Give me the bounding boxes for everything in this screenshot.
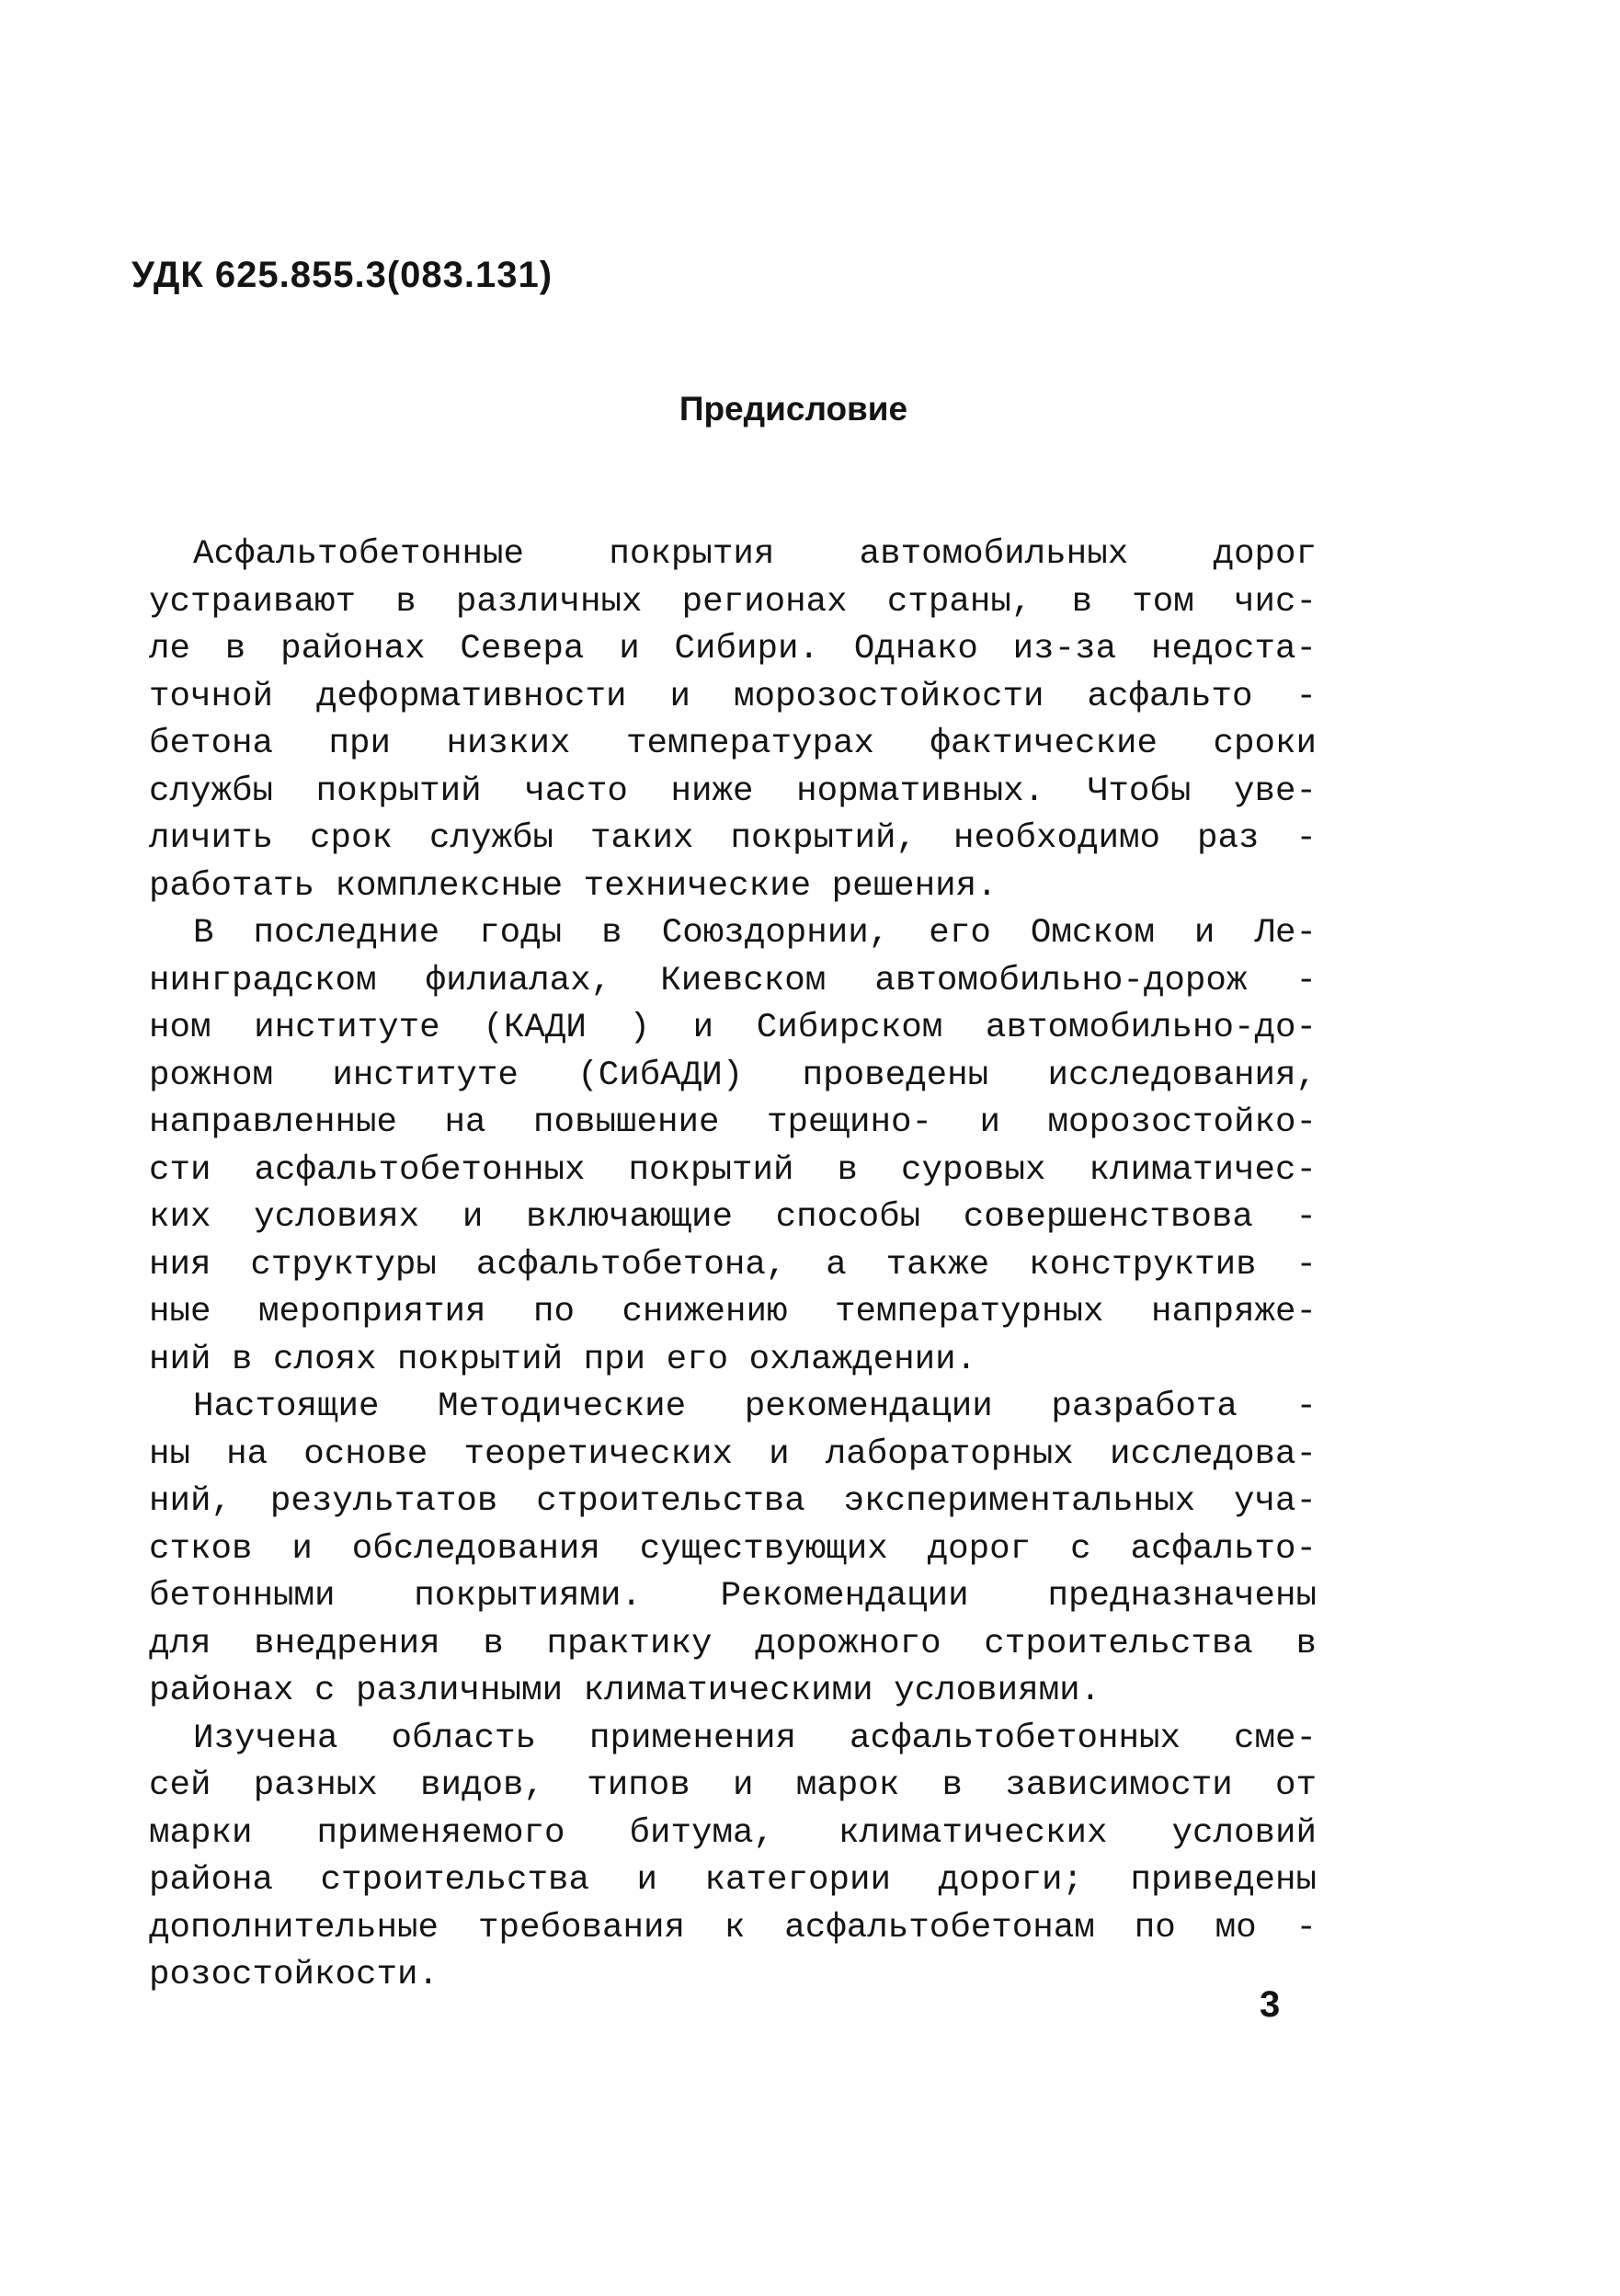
paragraph-2-line: нинградском филиалах, Киевском автомобильно-дорож - (149, 961, 1317, 1000)
paragraph-2-line: сти асфальтобетонных покрытий в суровых климатичес- (149, 1150, 1317, 1190)
paragraph-3-line: районах с различными климатическими условиями. (149, 1672, 1101, 1710)
paragraph-2-line: ном институте (КАДИ ) и Сибирском автомобильно-до- (149, 1009, 1317, 1047)
paragraph-2-line: ния структуры асфальтобетона, а также конструктив - (149, 1245, 1317, 1285)
paragraph-3-line: ний, результатов строительства экспериментальных уча- (149, 1482, 1317, 1521)
paragraph-4-line: района строительства и категории дороги; приведены (149, 1861, 1317, 1900)
paragraph-1-line: ле в районах Севера и Сибири. Однако из-за недоста- (149, 630, 1317, 668)
paragraph-4-line: розостойкости. (149, 1956, 439, 1994)
paragraph-2-line: В последние годы в Союздорнии, его Омском и Ле- (193, 914, 1317, 953)
paragraph-3-line: Настоящие Методические рекомендации разработа - (193, 1388, 1317, 1426)
paragraph-4-line: дополнительные требования к асфальтобетонам по мо - (149, 1908, 1317, 1948)
preface-body (149, 531, 1317, 2000)
paragraph-2-line: ний в слоях покрытий при его охлаждении. (149, 1340, 977, 1379)
paragraph-4-line: сей разных видов, типов и марок в зависимости от (149, 1766, 1317, 1805)
paragraph-3-line: стков и обследования существующих дорог с асфальто- (149, 1529, 1317, 1569)
udc-code: УДК 625.855.3(083.131) (131, 255, 553, 295)
paragraph-3-line: ны на основе теоретических и лабораторных исследова- (149, 1434, 1317, 1474)
paragraph-3-line: для внедрения в практику дорожного строительства в (149, 1624, 1317, 1663)
paragraph-1-line: точной деформативности и морозостойкости асфальто - (149, 677, 1317, 716)
paragraph-2-line: рожном институте (СибАДИ) проведены исследования, (149, 1056, 1317, 1095)
page-number: 3 (1260, 1984, 1281, 2025)
paragraph-1-line: службы покрытий часто ниже нормативных. Чтобы уве- (149, 771, 1317, 811)
paragraph-1-line: личить срок службы таких покрытий, необходимо раз - (149, 819, 1317, 858)
page-title-text: Предисловие (679, 390, 908, 428)
paragraph-1-line: бетона при низких температурах фактические сроки (149, 725, 1317, 763)
page-title (0, 390, 1620, 428)
paragraph-4-line: марки применяемого битума, климатических условий (149, 1813, 1317, 1853)
paragraph-1-line: работать комплексные технические решения. (149, 866, 998, 906)
paragraph-2-line: ких условиях и включающие способы совершенствова - (149, 1198, 1317, 1237)
paragraph-2-line: ные мероприятия по снижению температурных напряже- (149, 1293, 1317, 1331)
paragraph-3-line: бетонными покрытиями. Рекомендации предназначены (149, 1577, 1317, 1616)
paragraph-2-line: направленные на повышение трещино- и морозостойко- (149, 1103, 1317, 1142)
paragraph-4-line: Изучена область применения асфальтобетонных сме- (193, 1719, 1317, 1758)
paragraph-1-line: Асфальтобетонные покрытия автомобильных дорог (193, 535, 1317, 574)
paragraph-1-line: устраивают в различных регионах страны, в том чис- (149, 582, 1317, 622)
